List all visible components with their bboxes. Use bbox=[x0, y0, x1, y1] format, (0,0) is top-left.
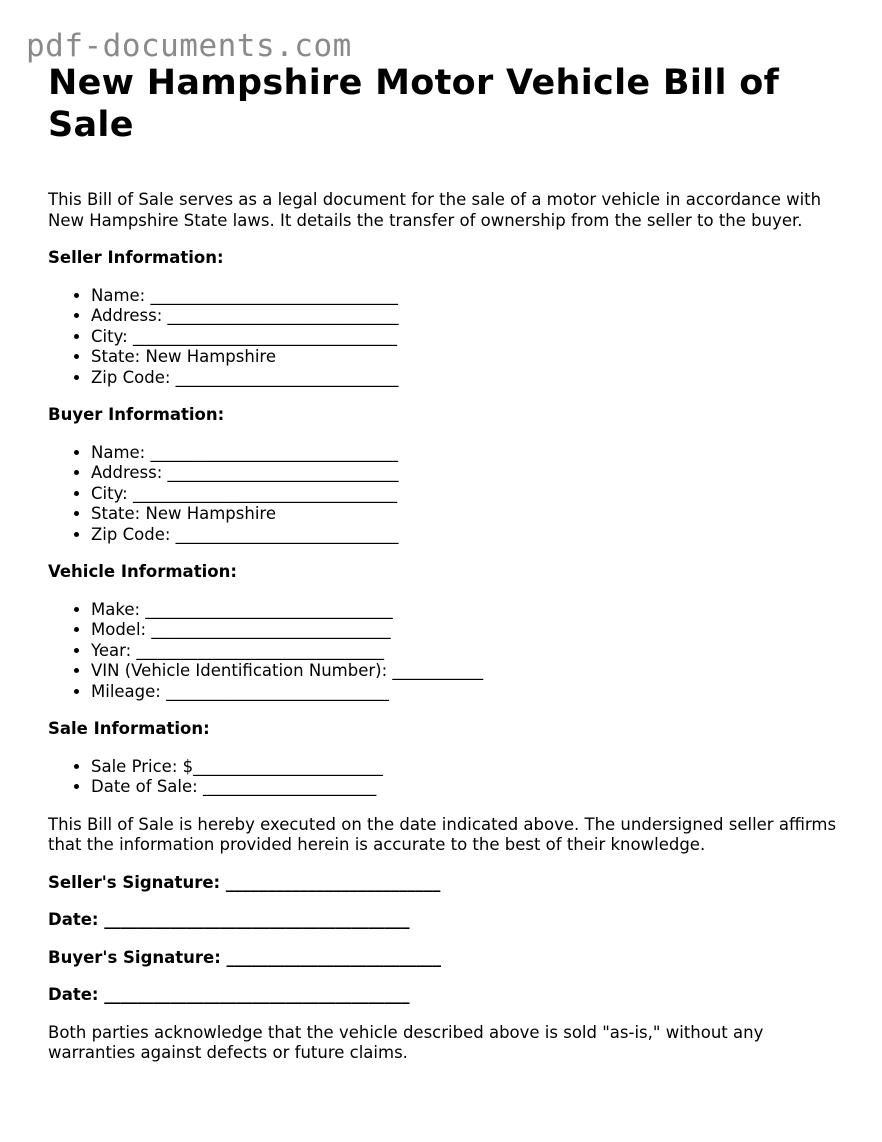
seller-zip-field: • Zip Code: ___________________________ bbox=[91, 368, 838, 389]
buyer-list bbox=[48, 443, 838, 546]
seller-city-field: • City: ________________________________ bbox=[91, 327, 838, 348]
sale-date-field: • Date of Sale: _____________________ bbox=[91, 777, 838, 798]
sale-price-field: • Sale Price: $_______________________ bbox=[91, 757, 838, 778]
seller-name-field: • Name: ______________________________ bbox=[91, 286, 838, 307]
vehicle-year-field: • Year: ______________________________ bbox=[91, 641, 838, 662]
vehicle-list bbox=[48, 600, 838, 703]
vehicle-make-field: • Make: ______________________________ bbox=[91, 600, 838, 621]
closing-paragraph: Both parties acknowledge that the vehicle described above is sold "as-is," without any warranties against defects or future claims. bbox=[48, 1022, 764, 1062]
buyer-state-field: • State: New Hampshire bbox=[91, 504, 838, 525]
seller-state-field: • State: New Hampshire bbox=[91, 347, 838, 368]
buyer-date-line: Date: _____________________________________ bbox=[48, 985, 410, 1004]
seller-address-field: • Address: ____________________________ bbox=[91, 306, 838, 327]
vehicle-vin-field: • VIN (Vehicle Identification Number): ___________ bbox=[91, 661, 838, 682]
vehicle-mileage-field: • Mileage: ___________________________ bbox=[91, 682, 838, 703]
intro-paragraph: This Bill of Sale serves as a legal document for the sale of a motor vehicle in accordance with New Hampshire State laws. It details the transfer of ownership from the seller to the buyer. bbox=[48, 190, 822, 230]
vehicle-model-field: • Model: _____________________________ bbox=[91, 620, 838, 641]
seller-signature-line: Seller's Signature: __________________________ bbox=[48, 872, 441, 892]
execution-paragraph: This Bill of Sale is hereby executed on the date indicated above. The undersigned seller affirms that the information provided herein is accurate to the best of their knowledge. bbox=[48, 814, 837, 854]
sale-heading: Sale Information: bbox=[48, 719, 210, 738]
seller-list bbox=[48, 286, 838, 389]
buyer-heading: Buyer Information: bbox=[48, 405, 225, 424]
buyer-city-field: • City: ________________________________ bbox=[91, 484, 838, 505]
document-page bbox=[48, 62, 838, 1064]
seller-date-line: Date: _____________________________________ bbox=[48, 910, 410, 929]
buyer-name-field: • Name: ______________________________ bbox=[91, 443, 838, 464]
buyer-address-field: • Address: ____________________________ bbox=[91, 463, 838, 484]
watermark: pdf-documents.com bbox=[26, 28, 352, 64]
buyer-signature-line: Buyer's Signature: __________________________ bbox=[48, 947, 442, 967]
buyer-zip-field: • Zip Code: ___________________________ bbox=[91, 525, 838, 546]
vehicle-heading: Vehicle Information: bbox=[48, 562, 237, 581]
seller-heading: Seller Information: bbox=[48, 248, 224, 267]
document-title: New Hampshire Motor Vehicle Bill of Sale bbox=[48, 63, 780, 145]
sale-list bbox=[48, 757, 838, 798]
